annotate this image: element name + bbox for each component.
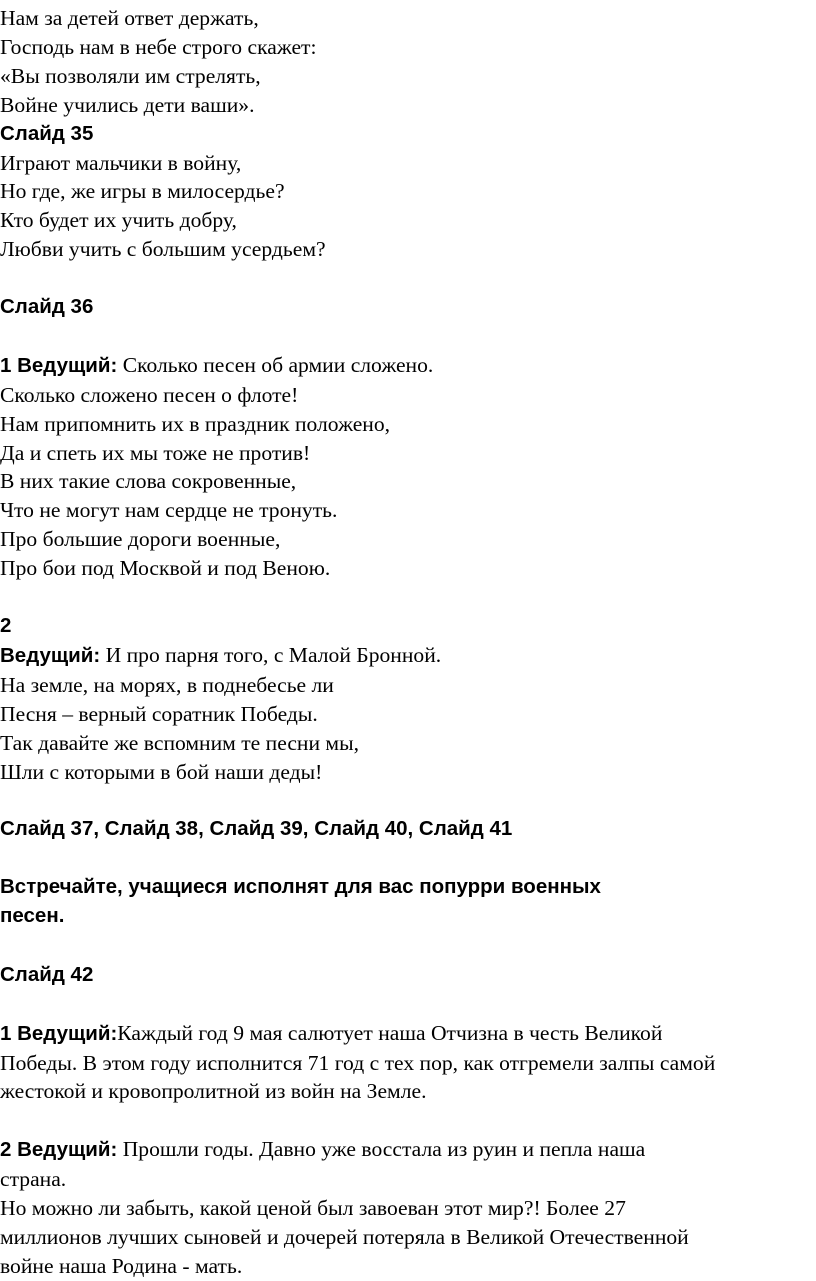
verse-text: Сколько песен об армии сложено. xyxy=(117,352,434,377)
spacer xyxy=(0,1106,816,1135)
verse-line: Играют мальчики в войну, xyxy=(0,150,242,175)
prose-text: Прошли годы. Давно уже восстала из руин и пепла наша xyxy=(117,1137,646,1162)
spacer xyxy=(0,264,816,293)
slide-35-stanza xyxy=(0,149,816,265)
prose-line: Но можно ли забыть, какой ценой был завоеван этот мир?! Более 27 xyxy=(0,1196,626,1221)
slide-35-heading: Слайд 35 xyxy=(0,121,94,145)
slide-36-presenter-2 xyxy=(0,612,816,786)
slide-42-heading-text: Слайд 4 xyxy=(0,962,82,986)
presenter-label: 1 Ведущий: xyxy=(0,1021,118,1045)
verse-line: Песня – верный соратник Победы. xyxy=(0,701,318,726)
verse-line: Кто будет их учить добру, xyxy=(0,208,237,233)
spacer xyxy=(0,583,816,612)
verse-line: Господь нам в небе строго скажет: xyxy=(0,34,317,59)
presenter-number: 2 xyxy=(0,613,12,637)
slide-36-presenter-1 xyxy=(0,351,816,583)
announcement-line: песен. xyxy=(0,904,65,928)
verse-line: Так давайте же вспомним те песни мы, xyxy=(0,730,359,755)
verse-line: Войне учились дети ваши». xyxy=(0,92,255,117)
verse-line: Шли с которыми в бой наши деды! xyxy=(0,759,323,784)
verse-line: На земле, на морях, в поднебесье ли xyxy=(0,672,334,697)
spacer xyxy=(0,322,816,351)
prose-line: Победы. В этом году исполнится 71 год с тех пор, как отгремели залпы самой xyxy=(0,1050,716,1075)
stanza-opening xyxy=(0,4,816,120)
verse-line: Нам припомнить их в праздник положено, xyxy=(0,411,391,436)
verse-line xyxy=(0,641,816,671)
prose-line: миллионов лучших сыновей и дочерей потеряла в Великой Отечественной xyxy=(0,1224,689,1249)
verse-line: Любви учить с большим усердьем? xyxy=(0,237,326,262)
presenter-label: 1 Ведущий: xyxy=(0,353,118,377)
announcement-line: Встречайте, учащиеся исполнят для вас попурри военных xyxy=(0,875,601,899)
slide-42-heading xyxy=(0,960,816,990)
presenter-label: Ведущий: xyxy=(0,643,101,667)
slide-42-presenter-1 xyxy=(0,1019,816,1107)
prose-line xyxy=(0,1135,816,1165)
slide-36-heading: Слайд 36 xyxy=(0,295,94,319)
prose-line: войне наша Родина - мать. xyxy=(0,1253,243,1278)
prose-line xyxy=(0,1019,816,1049)
verse-line: Да и спеть их мы тоже не против! xyxy=(0,440,311,465)
announcement xyxy=(0,873,816,931)
verse-line: В них такие слова сокровенные, xyxy=(0,469,297,494)
spacer xyxy=(0,931,816,960)
verse-line: Про большие дороги военные, xyxy=(0,527,281,552)
verse-line xyxy=(0,351,816,381)
verse-line: Про бои под Москвой и под Веною. xyxy=(0,556,331,581)
slide-42-presenter-2 xyxy=(0,1135,816,1281)
slides-37-41-heading: Слайд 37, Слайд 38, Слайд 39, Слайд 40, Слайд 41 xyxy=(0,817,513,841)
verse-line: Что не могут нам сердце не тронуть. xyxy=(0,498,338,523)
spacer xyxy=(0,990,816,1019)
spacer xyxy=(0,786,816,815)
prose-text: Каждый год 9 мая салютует наша Отчизна в честь Великой xyxy=(117,1020,663,1045)
slide-42-heading-digit: 2 xyxy=(81,962,94,986)
verse-line: «Вы позволяли им стрелять, xyxy=(0,63,261,88)
presenter-label: 2 Ведущий: xyxy=(0,1138,118,1162)
prose-line: жестокой и кровопролитной из войн на Земле. xyxy=(0,1079,427,1104)
verse-line: Но где, же игры в милосердье? xyxy=(0,179,285,204)
verse-text: И про парня того, с Малой Бронной. xyxy=(100,642,442,667)
spacer xyxy=(0,844,816,873)
verse-line: Нам за детей ответ держать, xyxy=(0,6,259,30)
prose-line: страна. xyxy=(0,1167,67,1192)
verse-line: Сколько сложено песен о флоте! xyxy=(0,382,299,407)
